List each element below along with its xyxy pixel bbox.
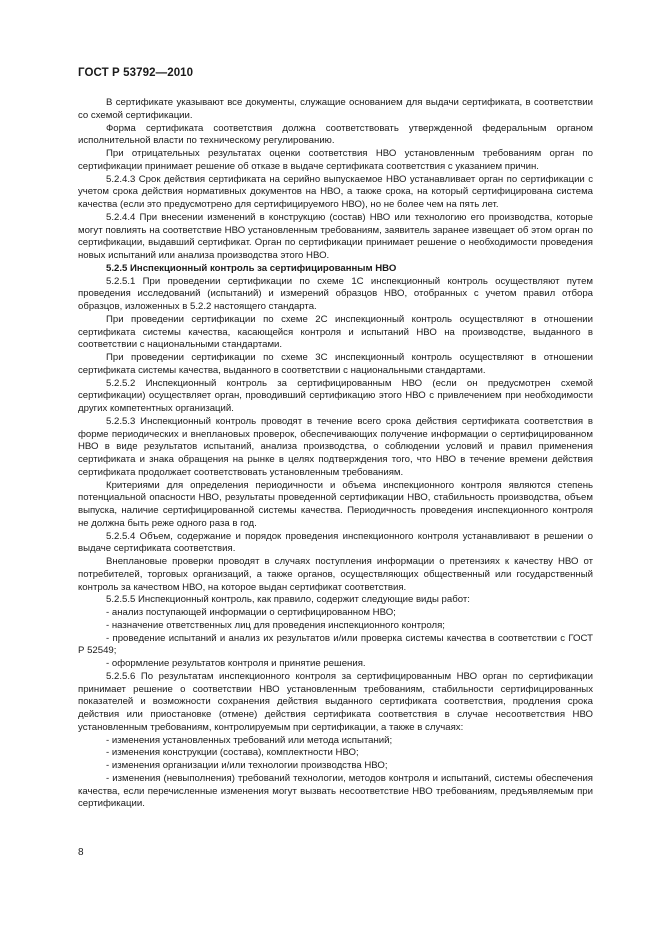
paragraph: Критериями для определения периодичности и объема инспекционного контроля являются степень потенциальной опасности НВО, результаты проведенной сертификации НВО, стабильность производства, объем выпуска, наличие сертифицированной системы качества. Периодичность проведения инспекционного контроля не должна быть реже одного раза в год.: [78, 479, 593, 529]
paragraph: Форма сертификата соответствия должна соответствовать утвержденной федеральным органом исполнительной власти по техническому регулированию.: [78, 122, 593, 147]
list-item: - оформление результатов контроля и принятие решения.: [106, 658, 366, 669]
list-item: - изменения установленных требований или метода испытаний;: [106, 734, 393, 746]
list-item: - изменения (невыполнения) требований технологии, методов контроля и испытаний, системы обеспечения качества, если перечисленные изменения могут вызвать несоответствие НВО требованиям, предъявляемым при сертификации.: [78, 772, 593, 810]
paragraph: 5.2.4.4 При внесении изменений в конструкцию (состав) НВО или технологию его производства, которые могут повлиять на соответствие НВО установленным требованиям, заявитель заранее извещает об этом орган по сертификации, выдавший сертификат. Орган по сертификации принимает решение о необходимости проведения новых испытаний или анализа производства этого НВО.: [78, 211, 593, 261]
list-item: - анализ поступающей информации о сертифицированном НВО;: [106, 607, 396, 618]
paragraph: При отрицательных результатах оценки соответствия НВО установленным требованиям орган по сертификации принимает решение об отказе в выдаче сертификата соответствия с указанием причин.: [78, 148, 593, 172]
paragraph: 5.2.5.3 Инспекционный контроль проводят в течение всего срока действия сертификата соответствия в форме периодических и внеплановых проверок, обеспечивающих получение информации о сертифицированном НВО в виде результатов испытаний, анализа производства, о соблюдении условий и правил применения сертификата и знака обращения на рынке в целях подтверждения того, что НВО в течение времени действия сертификата продолжает соответствовать установленным требованиям.: [78, 415, 593, 478]
list-item: - назначение ответственных лиц для проведения инспекционного контроля;: [106, 619, 445, 631]
paragraph: 5.2.5.2 Инспекционный контроль за сертифицированным НВО (если он предусмотрен схемой сертификации) осуществляет орган, проводивший сертификацию этого НВО с привлечением при необходимости других компетентных организаций.: [78, 377, 593, 414]
page-number: 8: [78, 847, 84, 858]
list-item: - изменения организации и/или технологии производства НВО;: [106, 760, 388, 771]
paragraph: Внеплановые проверки проводят в случаях поступления информации о претензиях к качеству НВО от потребителей, торговых организаций, а также органов, осуществляющих общественный или государственный контроль за качеством НВО, на которое выдан сертификат соответствия.: [78, 556, 593, 593]
document-header-title: ГОСТ Р 53792—2010: [78, 67, 194, 79]
list-item: - проведение испытаний и анализ их результатов и/или проверка системы качества в соответствии с ГОСТ Р 52549;: [78, 632, 593, 657]
section-heading: 5.2.5 Инспекционный контроль за сертифицированным НВО: [106, 262, 397, 274]
paragraph: 5.2.5.6 По результатам инспекционного контроля за сертифицированным НВО орган по сертификации принимает решение о соответствии НВО установленным требованиям, стабильности сертифицированных показателей и возможности сохранения действия выданного сертификата соответствия, продления срока действия или приостановке (отмене) действия сертификата соответствия в случае несоответствия НВО установленным требованиям, контролируемым при сертификации, а также в случаях:: [78, 670, 593, 733]
document-body: [78, 97, 593, 811]
paragraph: 5.2.5.5 Инспекционный контроль, как правило, содержит следующие виды работ:: [106, 594, 470, 606]
paragraph: При проведении сертификации по схеме 3С инспекционный контроль осуществляют в отношении сертификата системы качества, выданного в соответствии с национальными стандартами.: [78, 352, 593, 376]
paragraph: При проведении сертификации по схеме 2С инспекционный контроль осуществляют в отношении сертификата системы качества, касающейся контроля и испытаний НВО на производстве, выданного в соответствии с национальными стандартами.: [78, 313, 593, 351]
paragraph: В сертификате указывают все документы, служащие основанием для выдачи сертификата, в соответствии со схемой сертификации.: [78, 97, 593, 121]
paragraph: 5.2.5.4 Объем, содержание и порядок проведения инспекционного контроля устанавливают в решении о выдаче сертификата соответствия.: [78, 530, 593, 555]
paragraph: 5.2.4.3 Срок действия сертификата на серийно выпускаемое НВО устанавливает орган по сертификации с учетом срока действия нормативных документов на НВО, а также срока, на который сертифицирована система качества (если это предусмотрено для сертифицируемого НВО), но не более чем на пять лет.: [78, 173, 593, 210]
paragraph: 5.2.5.1 При проведении сертификации по схеме 1С инспекционный контроль осуществляют путем проведения исследований (испытаний) и измерений образцов НВО, отобранных с учетом правил отбора образцов, изложенных в 5.2.2 настоящего стандарта.: [78, 275, 593, 312]
list-item: - изменения конструкции (состава), комплектности НВО;: [106, 747, 359, 759]
